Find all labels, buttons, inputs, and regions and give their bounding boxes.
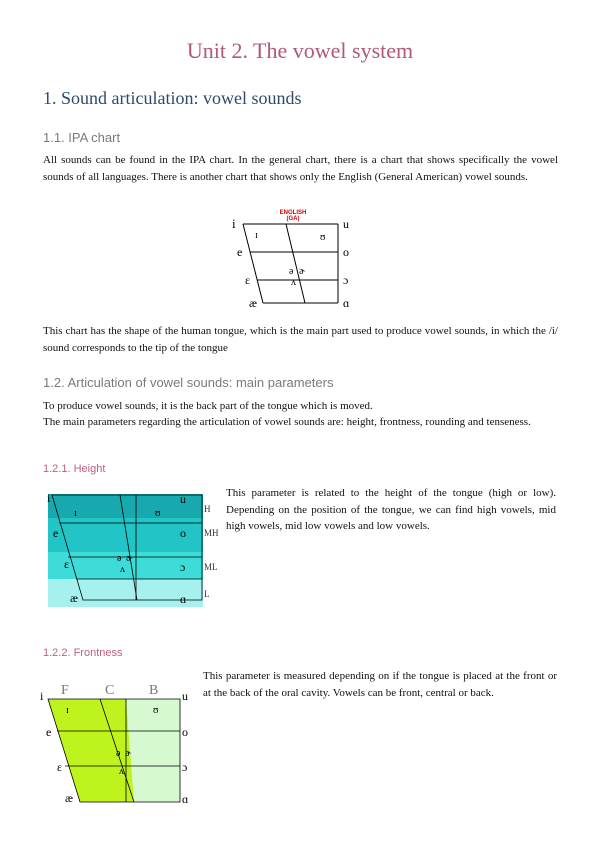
frontness-col-label-back: B <box>149 683 159 698</box>
vowel-e: e <box>237 245 243 259</box>
frontness-vowel-epsilon: ɛ <box>57 760 63 774</box>
chart-label-line2: (GA) <box>286 216 300 222</box>
vowel-o: o <box>343 245 349 259</box>
vowel-epsilon: ɛ <box>245 273 251 287</box>
height-heading: 1.2.1. Height <box>43 463 106 475</box>
chart-label-line1: ENGLISH <box>279 210 307 216</box>
height-row-label-high: H <box>204 504 211 514</box>
tongue-paragraph: This chart has the shape of the human tongue, which is the main part used to produce vowel sounds, in which the /i/ sound corresponds to the tip of the tongue <box>43 325 558 354</box>
height-vowel-u: u <box>180 492 186 506</box>
frontness-vowel-u: u <box>182 689 188 703</box>
page-title: Unit 2. The vowel system <box>186 38 414 63</box>
vowel-small-i: ɪ <box>255 230 258 241</box>
frontness-heading: 1.2.2. Frontness <box>43 647 123 659</box>
vowel-ae: æ <box>249 296 258 310</box>
vowel-a: ɑ <box>343 296 350 310</box>
frontness-vowel-open-o: ɔ <box>182 760 188 774</box>
frontness-vowel-i: i <box>40 689 44 703</box>
frontness-vowel-small-u: ʊ <box>153 705 159 716</box>
height-row-label-mid-low: ML <box>204 562 218 572</box>
vowel-small-u: ʊ <box>320 232 326 243</box>
frontness-vowel-a: ɑ <box>182 792 189 806</box>
frontness-paragraph: This parameter is measured depending on if the tongue is placed at the front or at the back of the oral cavity. Vowels can be front, central or back. <box>203 670 557 699</box>
height-vowel-epsilon: ɛ <box>64 557 70 571</box>
articulation-paragraph-1: To produce vowel sounds, it is the back part of the tongue which is moved. <box>43 400 373 412</box>
frontness-chart <box>35 676 200 806</box>
vowel-wedge: ʌ <box>291 277 296 288</box>
height-row-label-mid-high: MH <box>204 528 219 538</box>
subsection-heading-articulation: 1.2. Articulation of vowel sounds: main parameters <box>43 375 334 390</box>
frontness-vowel-e: e <box>46 725 52 739</box>
height-vowel-small-u: ʊ <box>155 508 161 519</box>
height-vowel-small-i: ɪ <box>74 508 77 519</box>
frontness-col-label-central: C <box>105 683 115 698</box>
height-chart <box>40 489 220 609</box>
height-vowel-a: ɑ <box>180 592 187 606</box>
frontness-vowel-schwa: ə <box>116 748 121 759</box>
articulation-paragraph-2: The main parameters regarding the articulation of vowel sounds are: height, frontness, rounding and tenseness. <box>43 416 531 428</box>
ipa-paragraph: All sounds can be found in the IPA chart. In the general chart, there is a chart that shows specifically the vowel sounds of all languages. There is another chart that shows only the English (General American) vowel sounds. <box>43 154 558 183</box>
height-vowel-ae: æ <box>70 591 79 605</box>
height-vowel-schwa: ə <box>117 553 122 564</box>
vowel-open-o: ɔ <box>343 273 349 287</box>
vowel-hook-schwa: ɚ <box>299 266 306 277</box>
subsection-heading-ipa: 1.1. IPA chart <box>43 130 121 145</box>
vowel-schwa: ə <box>289 266 294 277</box>
vowel-i: i <box>232 216 236 231</box>
vowel-u: u <box>343 217 349 231</box>
frontness-vowel-ae: æ <box>65 791 74 805</box>
section-heading: 1. Sound articulation: vowel sounds <box>43 88 302 108</box>
height-vowel-o: o <box>180 526 186 540</box>
height-vowel-wedge: ʌ <box>120 564 125 575</box>
height-vowel-open-o: ɔ <box>180 560 186 574</box>
frontness-vowel-hook-schwa: ɚ <box>125 748 132 759</box>
height-row-label-low: L <box>204 589 210 599</box>
height-paragraph: This parameter is related to the height of the tongue (high or low). Depending on the position of the tongue, we can find high vowels, mid high vowels, mid low vowels and low vowels. <box>226 487 556 532</box>
frontness-vowel-wedge: ʌ <box>119 766 124 777</box>
ipa-vowel-chart <box>228 206 358 316</box>
height-vowel-e: e <box>53 526 59 540</box>
height-vowel-hook-schwa: ɚ <box>126 553 133 564</box>
frontness-vowel-small-i: ɪ <box>66 705 69 716</box>
frontness-vowel-o: o <box>182 725 188 739</box>
frontness-col-label-front: F <box>61 683 69 698</box>
height-vowel-i: i <box>47 491 51 505</box>
